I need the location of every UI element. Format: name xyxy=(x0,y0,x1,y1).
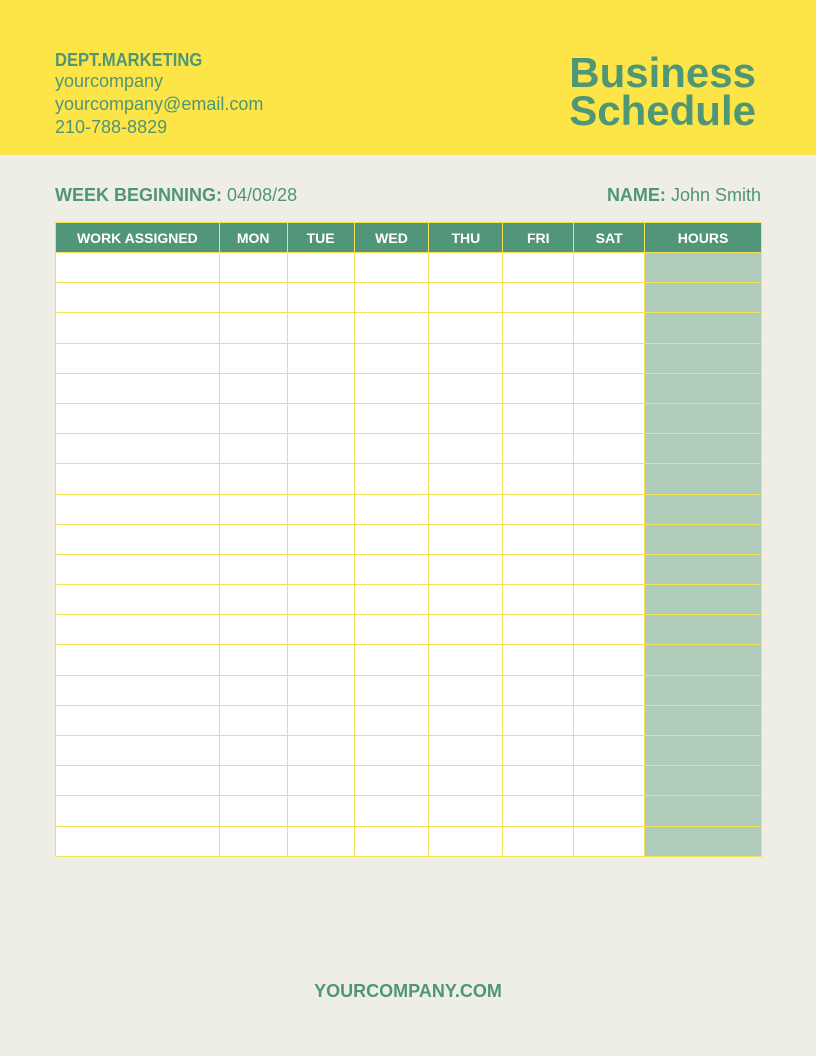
schedule-cell[interactable] xyxy=(503,645,574,675)
header-banner xyxy=(0,0,816,155)
schedule-cell[interactable] xyxy=(574,554,645,584)
schedule-cell[interactable] xyxy=(429,524,503,554)
schedule-cell[interactable] xyxy=(219,645,287,675)
schedule-cell[interactable] xyxy=(429,403,503,433)
schedule-cell[interactable] xyxy=(56,494,220,524)
schedule-cell[interactable] xyxy=(56,313,220,343)
schedule-cell[interactable] xyxy=(287,313,354,343)
column-header: HOURS xyxy=(645,223,762,253)
column-header: TUE xyxy=(287,223,354,253)
schedule-cell[interactable] xyxy=(574,343,645,373)
company-phone: 210-788-8829 xyxy=(55,117,168,137)
table-row xyxy=(56,403,762,433)
schedule-cell[interactable] xyxy=(429,796,503,826)
table-row xyxy=(56,464,762,494)
schedule-cell[interactable] xyxy=(219,826,287,856)
schedule-cell[interactable] xyxy=(429,826,503,856)
schedule-cell[interactable] xyxy=(354,403,429,433)
schedule-cell[interactable] xyxy=(574,675,645,705)
schedule-cell[interactable] xyxy=(219,585,287,615)
column-header: FRI xyxy=(503,223,574,253)
table-row xyxy=(56,313,762,343)
schedule-cell[interactable] xyxy=(503,524,574,554)
hours-cell[interactable] xyxy=(645,675,762,705)
schedule-cell[interactable] xyxy=(219,554,287,584)
column-header: MON xyxy=(219,223,287,253)
schedule-cell[interactable] xyxy=(574,705,645,735)
schedule-cell[interactable] xyxy=(287,343,354,373)
schedule-cell[interactable] xyxy=(56,253,220,283)
schedule-cell[interactable] xyxy=(429,253,503,283)
hours-cell[interactable] xyxy=(645,403,762,433)
schedule-cell[interactable] xyxy=(56,796,220,826)
hours-cell[interactable] xyxy=(645,373,762,403)
hours-cell[interactable] xyxy=(645,705,762,735)
schedule-cell[interactable] xyxy=(574,283,645,313)
schedule-cell[interactable] xyxy=(429,554,503,584)
schedule-cell[interactable] xyxy=(503,736,574,766)
week-value: 04/08/28 xyxy=(227,185,298,205)
schedule-cell[interactable] xyxy=(574,524,645,554)
schedule-cell[interactable] xyxy=(574,736,645,766)
schedule-cell[interactable] xyxy=(56,403,220,433)
schedule-cell[interactable] xyxy=(503,826,574,856)
schedule-cell[interactable] xyxy=(574,434,645,464)
schedule-cell[interactable] xyxy=(354,464,429,494)
schedule-cell[interactable] xyxy=(219,434,287,464)
company-email: yourcompany@email.com xyxy=(55,94,264,114)
schedule-cell[interactable] xyxy=(503,766,574,796)
schedule-cell[interactable] xyxy=(287,675,354,705)
week-beginning xyxy=(55,185,297,206)
schedule-cell[interactable] xyxy=(287,524,354,554)
schedule-cell[interactable] xyxy=(429,434,503,464)
table-row xyxy=(56,554,762,584)
schedule-cell[interactable] xyxy=(503,464,574,494)
schedule-cell[interactable] xyxy=(503,615,574,645)
column-header: WORK ASSIGNED xyxy=(56,223,220,253)
schedule-cell[interactable] xyxy=(354,705,429,735)
schedule-cell[interactable] xyxy=(354,615,429,645)
schedule-cell[interactable] xyxy=(56,554,220,584)
schedule-cell[interactable] xyxy=(503,554,574,584)
schedule-cell[interactable] xyxy=(574,796,645,826)
schedule-cell[interactable] xyxy=(287,373,354,403)
schedule-cell[interactable] xyxy=(354,796,429,826)
schedule-cell[interactable] xyxy=(429,615,503,645)
schedule-cell[interactable] xyxy=(429,343,503,373)
schedule-cell[interactable] xyxy=(429,645,503,675)
schedule-cell[interactable] xyxy=(503,585,574,615)
schedule-cell[interactable] xyxy=(503,343,574,373)
schedule-cell[interactable] xyxy=(354,554,429,584)
schedule-cell[interactable] xyxy=(354,645,429,675)
table-row xyxy=(56,736,762,766)
hours-cell[interactable] xyxy=(645,826,762,856)
hours-cell[interactable] xyxy=(645,615,762,645)
schedule-cell[interactable] xyxy=(429,585,503,615)
schedule-cell[interactable] xyxy=(56,645,220,675)
schedule-table xyxy=(55,222,762,857)
schedule-cell[interactable] xyxy=(503,675,574,705)
hours-cell[interactable] xyxy=(645,343,762,373)
schedule-cell[interactable] xyxy=(219,253,287,283)
schedule-cell[interactable] xyxy=(574,585,645,615)
schedule-cell[interactable] xyxy=(503,283,574,313)
hours-cell[interactable] xyxy=(645,736,762,766)
schedule-cell[interactable] xyxy=(354,494,429,524)
title-line-1: Business xyxy=(569,49,756,96)
schedule-cell[interactable] xyxy=(56,766,220,796)
schedule-cell[interactable] xyxy=(503,373,574,403)
schedule-cell[interactable] xyxy=(219,615,287,645)
schedule-cell[interactable] xyxy=(354,736,429,766)
schedule-cell[interactable] xyxy=(354,766,429,796)
schedule-cell[interactable] xyxy=(354,373,429,403)
hours-cell[interactable] xyxy=(645,585,762,615)
schedule-cell[interactable] xyxy=(574,313,645,343)
hours-cell[interactable] xyxy=(645,283,762,313)
schedule-cell[interactable] xyxy=(429,675,503,705)
table-row xyxy=(56,434,762,464)
schedule-cell[interactable] xyxy=(219,675,287,705)
schedule-cell[interactable] xyxy=(219,736,287,766)
name-value: John Smith xyxy=(670,185,761,205)
schedule-cell[interactable] xyxy=(503,796,574,826)
schedule-cell[interactable] xyxy=(574,253,645,283)
table-row xyxy=(56,826,762,856)
schedule-cell[interactable] xyxy=(56,343,220,373)
schedule-cell[interactable] xyxy=(287,253,354,283)
schedule-cell[interactable] xyxy=(219,494,287,524)
schedule-cell[interactable] xyxy=(503,434,574,464)
employee-name xyxy=(607,185,761,206)
schedule-cell[interactable] xyxy=(56,464,220,494)
schedule-cell[interactable] xyxy=(287,826,354,856)
schedule-cell[interactable] xyxy=(429,283,503,313)
schedule-cell[interactable] xyxy=(219,313,287,343)
schedule-cell[interactable] xyxy=(429,736,503,766)
schedule-cell[interactable] xyxy=(574,615,645,645)
hours-cell[interactable] xyxy=(645,494,762,524)
column-header: THU xyxy=(429,223,503,253)
footer-website: YOURCOMPANY.COM xyxy=(314,981,502,1001)
schedule-cell[interactable] xyxy=(429,464,503,494)
schedule-cell[interactable] xyxy=(503,705,574,735)
hours-cell[interactable] xyxy=(645,434,762,464)
schedule-cell[interactable] xyxy=(354,585,429,615)
schedule-cell[interactable] xyxy=(354,524,429,554)
schedule-cell[interactable] xyxy=(219,403,287,433)
schedule-cell[interactable] xyxy=(219,343,287,373)
table-row xyxy=(56,343,762,373)
schedule-cell[interactable] xyxy=(219,464,287,494)
hours-cell[interactable] xyxy=(645,645,762,675)
schedule-cell[interactable] xyxy=(354,313,429,343)
schedule-cell[interactable] xyxy=(574,494,645,524)
hours-cell[interactable] xyxy=(645,796,762,826)
column-header: WED xyxy=(354,223,429,253)
hours-cell[interactable] xyxy=(645,524,762,554)
table-row xyxy=(56,524,762,554)
table-row xyxy=(56,494,762,524)
name-label: NAME: xyxy=(606,185,666,205)
schedule-cell[interactable] xyxy=(219,283,287,313)
schedule-cell[interactable] xyxy=(429,766,503,796)
department: DEPT.MARKETING xyxy=(55,50,203,70)
schedule-cell[interactable] xyxy=(354,343,429,373)
schedule-cell[interactable] xyxy=(574,766,645,796)
title-line-2: Schedule xyxy=(569,87,756,134)
table-row xyxy=(56,766,762,796)
schedule-cell[interactable] xyxy=(219,766,287,796)
schedule-cell[interactable] xyxy=(574,645,645,675)
schedule-cell[interactable] xyxy=(287,766,354,796)
schedule-cell[interactable] xyxy=(287,494,354,524)
hours-cell[interactable] xyxy=(645,253,762,283)
schedule-cell[interactable] xyxy=(429,705,503,735)
schedule-cell[interactable] xyxy=(287,585,354,615)
schedule-cell[interactable] xyxy=(219,524,287,554)
schedule-cell[interactable] xyxy=(56,736,220,766)
schedule-cell[interactable] xyxy=(287,615,354,645)
schedule-cell[interactable] xyxy=(56,826,220,856)
hours-cell[interactable] xyxy=(645,766,762,796)
table-row xyxy=(56,796,762,826)
schedule-cell[interactable] xyxy=(354,826,429,856)
schedule-cell[interactable] xyxy=(56,373,220,403)
schedule-cell[interactable] xyxy=(354,253,429,283)
schedule-cell[interactable] xyxy=(429,494,503,524)
hours-cell[interactable] xyxy=(645,464,762,494)
schedule-cell[interactable] xyxy=(503,494,574,524)
schedule-cell[interactable] xyxy=(287,434,354,464)
schedule-cell[interactable] xyxy=(287,645,354,675)
hours-cell[interactable] xyxy=(645,554,762,584)
company-name: yourcompany xyxy=(55,71,164,91)
table-row xyxy=(56,373,762,403)
schedule-cell[interactable] xyxy=(287,403,354,433)
schedule-cell[interactable] xyxy=(287,736,354,766)
schedule-cell[interactable] xyxy=(354,675,429,705)
schedule-cell[interactable] xyxy=(219,705,287,735)
table-row xyxy=(56,615,762,645)
schedule-cell[interactable] xyxy=(56,524,220,554)
schedule-cell[interactable] xyxy=(56,705,220,735)
table-row xyxy=(56,283,762,313)
schedule-cell[interactable] xyxy=(219,373,287,403)
table-row xyxy=(56,675,762,705)
schedule-cell[interactable] xyxy=(354,434,429,464)
schedule-cell[interactable] xyxy=(354,283,429,313)
schedule-cell[interactable] xyxy=(574,464,645,494)
hours-cell[interactable] xyxy=(645,313,762,343)
page-title xyxy=(569,49,756,134)
schedule-cell[interactable] xyxy=(56,615,220,645)
schedule-cell[interactable] xyxy=(287,796,354,826)
schedule-cell[interactable] xyxy=(287,554,354,584)
schedule-cell[interactable] xyxy=(287,464,354,494)
schedule-cell[interactable] xyxy=(56,283,220,313)
schedule-cell[interactable] xyxy=(287,283,354,313)
table-row xyxy=(56,645,762,675)
week-label: WEEK BEGINNING: xyxy=(55,185,223,205)
schedule-cell[interactable] xyxy=(56,434,220,464)
schedule-cell[interactable] xyxy=(429,313,503,343)
table-row xyxy=(56,705,762,735)
schedule-cell[interactable] xyxy=(503,253,574,283)
schedule-cell[interactable] xyxy=(219,796,287,826)
schedule-cell[interactable] xyxy=(287,705,354,735)
schedule-cell[interactable] xyxy=(56,675,220,705)
schedule-cell[interactable] xyxy=(429,373,503,403)
table-row xyxy=(56,585,762,615)
column-header: SAT xyxy=(574,223,645,253)
table-row xyxy=(56,253,762,283)
schedule-cell[interactable] xyxy=(56,585,220,615)
schedule-cell[interactable] xyxy=(574,826,645,856)
schedule-cell[interactable] xyxy=(503,403,574,433)
schedule-cell[interactable] xyxy=(574,373,645,403)
schedule-cell[interactable] xyxy=(574,403,645,433)
schedule-cell[interactable] xyxy=(503,313,574,343)
